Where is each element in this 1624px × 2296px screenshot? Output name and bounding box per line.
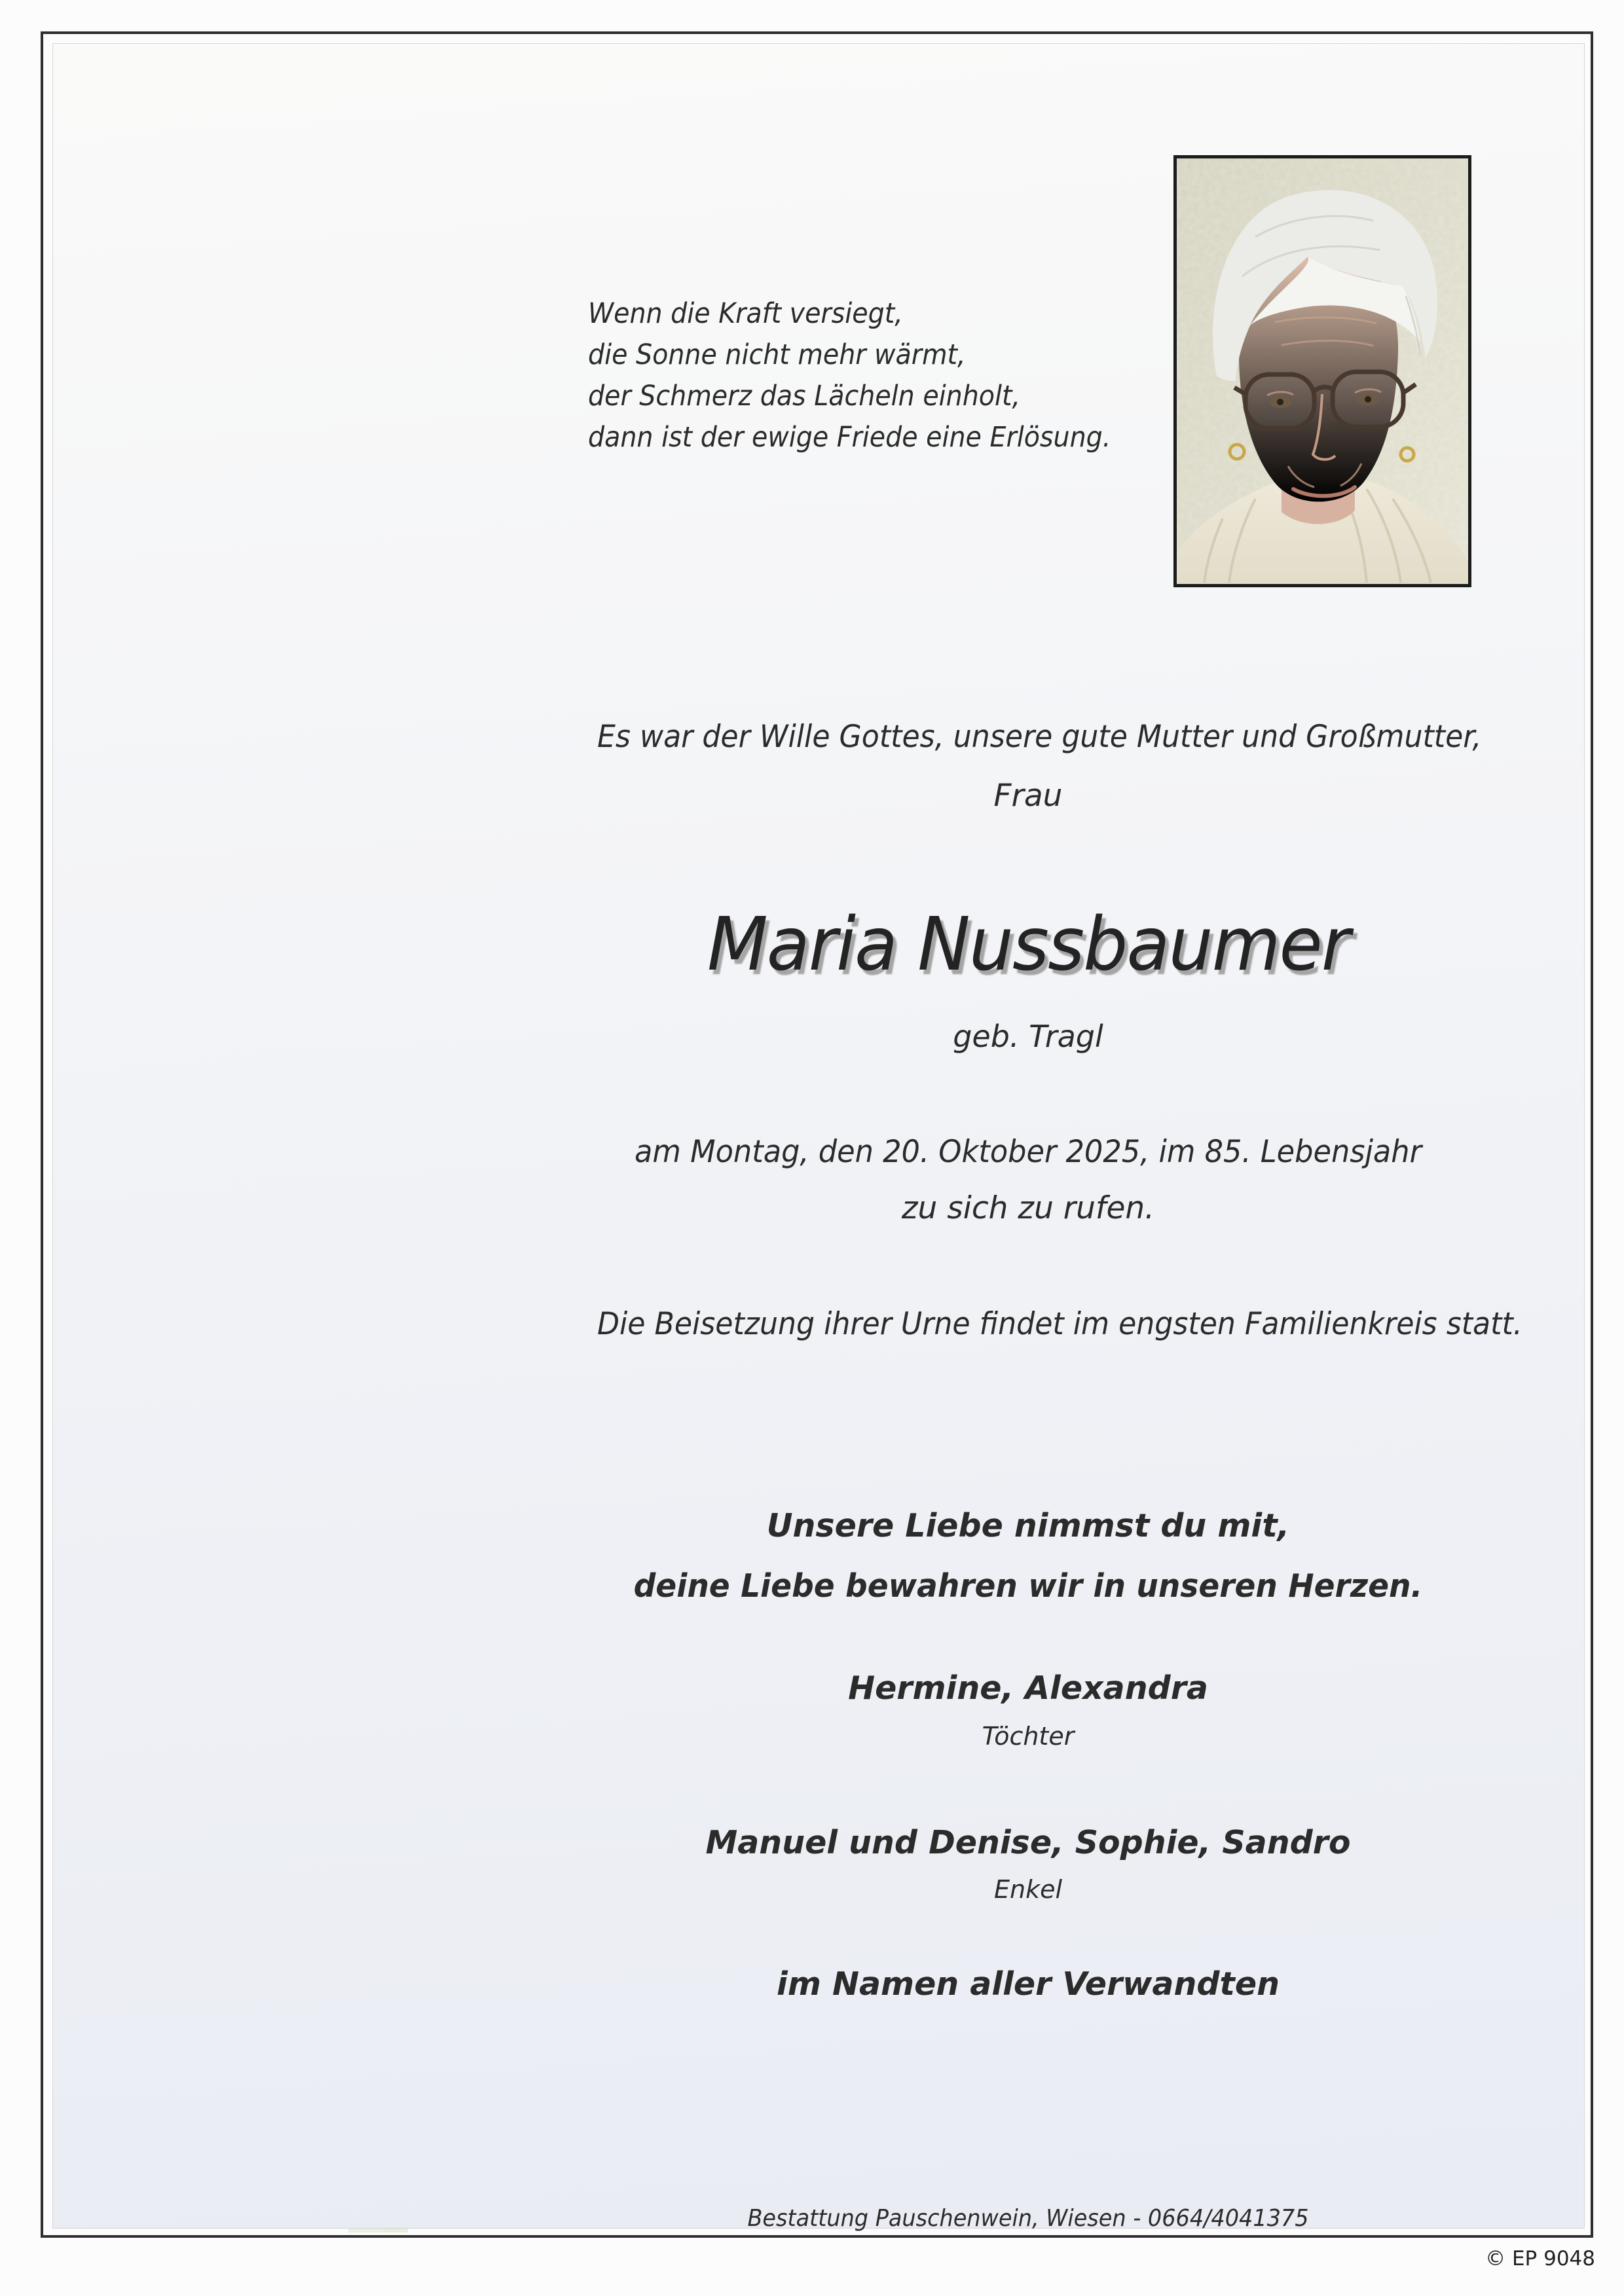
maiden-name: geb. Tragl	[953, 1019, 1103, 1054]
death-date-line2: zu sich zu rufen.	[901, 1190, 1155, 1226]
print-copyright: © EP 9048	[1485, 2247, 1595, 2270]
portrait-photo	[1173, 155, 1471, 587]
intro-line: Es war der Wille Gottes, unsere gute Mutter und Großmutter,	[597, 719, 1482, 755]
deceased-name: Maria Nussbaumer	[707, 902, 1350, 987]
mourner-names: Manuel und Denise, Sophie, Sandro	[705, 1824, 1351, 1861]
funeral-home-footer: Bestattung Pauschenwein, Wiesen - 0664/4041375	[747, 2205, 1309, 2232]
poem	[588, 293, 1111, 458]
mourner-relation: Töchter	[982, 1722, 1075, 1751]
poem-line: der Schmerz das Lächeln einholt,	[588, 380, 1021, 412]
poem-line: die Sonne nicht mehr wärmt,	[588, 338, 966, 371]
farewell-line: Unsere Liebe nimmst du mit,	[766, 1507, 1290, 1544]
mourner-names: Hermine, Alexandra	[848, 1669, 1208, 1707]
poem-line: dann ist der ewige Friede eine Erlösung.	[588, 421, 1111, 454]
closing-line: im Namen aller Verwandten	[777, 1965, 1280, 2003]
mourner-relation: Enkel	[993, 1875, 1063, 1904]
poem-line: Wenn die Kraft versiegt,	[588, 297, 903, 330]
intro-salutation: Frau	[993, 778, 1063, 814]
burial-notice: Die Beisetzung ihrer Urne findet im engsten Familienkreis statt.	[597, 1306, 1522, 1342]
portrait-illustration	[1177, 158, 1468, 584]
death-date-line: am Montag, den 20. Oktober 2025, im 85. Lebensjahr	[635, 1134, 1422, 1170]
farewell-line2: deine Liebe bewahren wir in unseren Herzen.	[633, 1567, 1423, 1605]
